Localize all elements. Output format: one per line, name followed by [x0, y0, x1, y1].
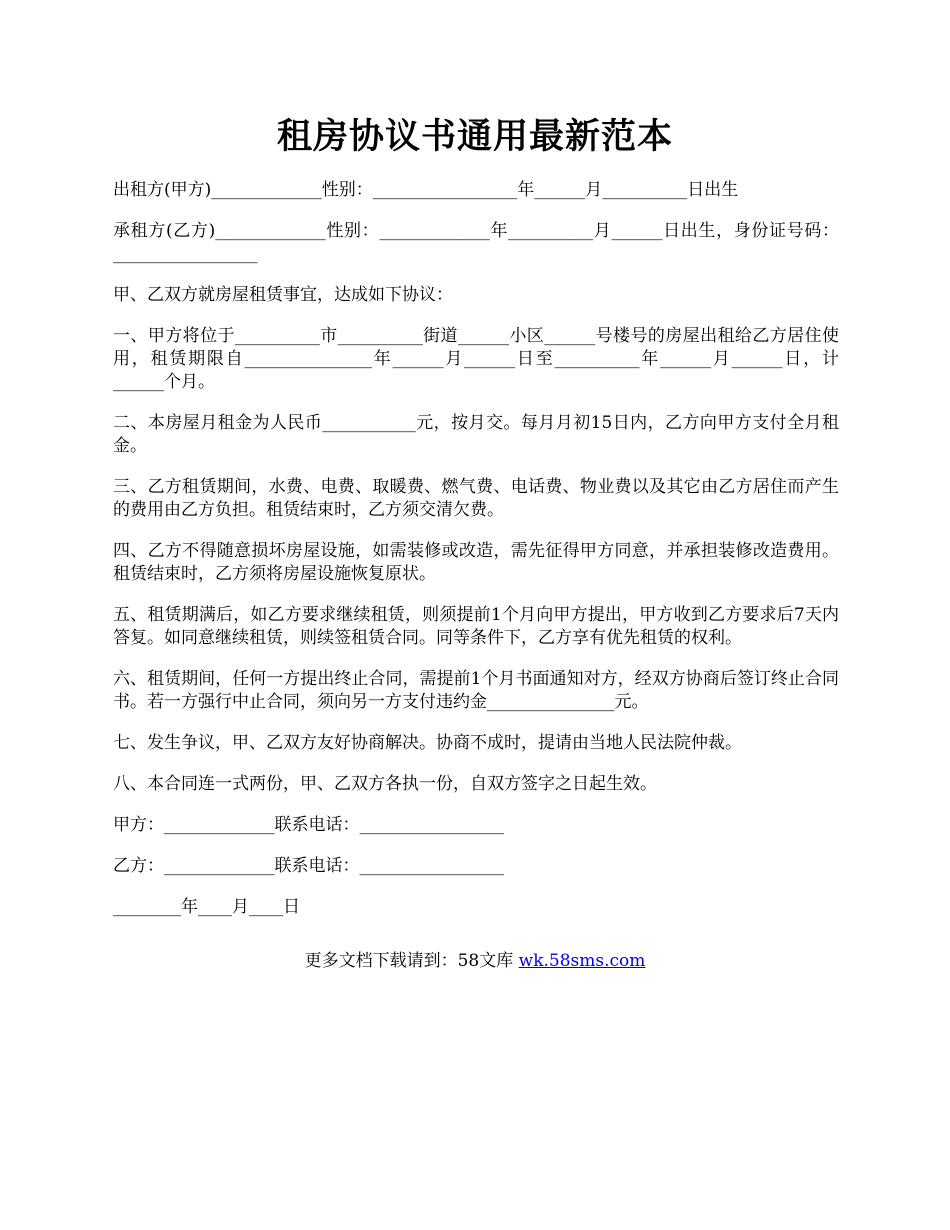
clause-4: 四、乙方不得随意损坏房屋设施，如需装修或改造，需先征得甲方同意，并承担装修改造费用。租赁结束时，乙方须将房屋设施恢复原状。 — [113, 541, 839, 584]
footer-link[interactable]: wk.58sms.com — [518, 951, 646, 971]
clause-6: 六、租赁期间，任何一方提出终止合同，需提前1个月书面通知对方，经双方协商后签订终止合同书。若一方强行中止合同，须向另一方支付违约金_______________元。 — [113, 669, 839, 712]
clause-1: 一、甲方将位于__________市__________街道______小区______号楼号的房屋出租给乙方居住使用，租赁期限自_______________年______月______日至__________年______月______日，计______个月。 — [113, 326, 839, 392]
document-title: 租房协议书通用最新范本 — [276, 116, 673, 157]
clause-3: 三、乙方租赁期间，水费、电费、取暖费、燃气费、电话费、物业费以及其它由乙方居住而产生的费用由乙方负担。租赁结束时，乙方须交清欠费。 — [113, 477, 839, 520]
document-body — [113, 179, 839, 937]
footer — [0, 950, 950, 973]
party-a-signature-line: 甲方：_____________联系电话：_________________ — [113, 815, 504, 835]
footer-text: 更多文档下载请到：58文库 — [304, 951, 519, 971]
clause-8: 八、本合同连一式两份，甲、乙双方各执一份，自双方签字之日起生效。 — [113, 774, 657, 794]
agreement-intro: 甲、乙双方就房屋租赁事宜，达成如下协议： — [113, 285, 453, 305]
lessor-info: 出租方(甲方)_____________性别：_________________年______月__________日出生 — [113, 180, 739, 200]
lessee-info: 承租方(乙方)_____________性别：_____________年__________月______日出生，身份证号码：_________________ — [113, 221, 839, 264]
date-line: ________年____月____日 — [113, 897, 300, 917]
clause-2: 二、本房屋月租金为人民币___________元，按月交。每月月初15日内，乙方向甲方支付全月租金。 — [113, 413, 839, 456]
clause-5: 五、租赁期满后，如乙方要求继续租赁，则须提前1个月向甲方提出，甲方收到乙方要求后7天内答复。如同意继续租赁，则续签租赁合同。同等条件下，乙方享有优先租赁的权利。 — [113, 605, 839, 648]
party-b-signature-line: 乙方：_____________联系电话：_________________ — [113, 856, 504, 876]
clause-7: 七、发生争议，甲、乙双方友好协商解决。协商不成时，提请由当地人民法院仲裁。 — [113, 733, 742, 753]
